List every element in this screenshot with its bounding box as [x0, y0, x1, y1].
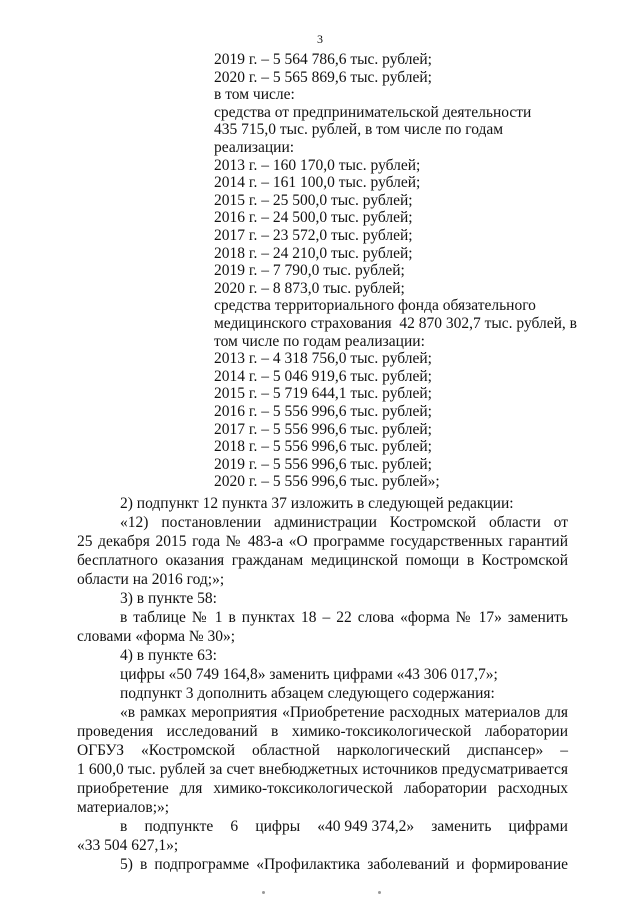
scan-speck [262, 891, 265, 894]
list-line: средства территориального фонда обязательного [214, 297, 536, 315]
resolution-line-3: бесплатного оказания гражданам медицинской помощи в Костромской [77, 552, 568, 569]
subpoint-6-line-1 [120, 817, 568, 836]
page-number: 3 [317, 32, 323, 46]
sub6-word: заменить [431, 818, 492, 835]
digits-replacement: цифры «50 749 164,8» заменить цифрами «43 306 017,7»; [120, 666, 498, 683]
list-line: 2019 г. – 5 556 996,6 тыс. рублей; [214, 455, 432, 473]
paragraph-item-63: 4) в пункте 63: [120, 647, 217, 664]
scan-speck [378, 891, 381, 894]
sub6-word: 6 [230, 818, 239, 835]
table-change-line-2: словами «форма № 30»; [77, 628, 236, 645]
measure-line-4: 1 600,0 тыс. рублей за счет внебюджетных источников предусматривается [77, 761, 568, 778]
list-line: средства от предпринимательской деятельности [214, 103, 532, 121]
list-line: 2014 г. – 5 046 919,6 тыс. рублей; [214, 367, 432, 385]
measure-line-6: материалов;»; [77, 799, 170, 816]
list-line: 2020 г. – 5 556 996,6 тыс. рублей»; [214, 473, 440, 491]
list-line: 2019 г. – 7 790,0 тыс. рублей; [214, 262, 405, 280]
list-line: медицинского страхования 42 870 302,7 тыс. рублей, в [214, 315, 578, 332]
list-line: в том числе: [214, 86, 295, 104]
paragraph-add-abstract: подпункт 3 дополнить абзацем следующего содержания: [120, 685, 495, 702]
list-line: 2017 г. – 23 572,0 тыс. рублей; [214, 227, 413, 244]
resolution-line-2: 25 декабря 2015 года № 483-а «О программе государственных гарантий [77, 533, 568, 550]
list-line: 2015 г. – 5 719 644,1 тыс. рублей; [214, 385, 432, 403]
list-line: реализации: [214, 139, 295, 156]
measure-line-3: ОГБУЗ «Костромской областной наркологический диспансер» – [77, 742, 568, 759]
paragraph-subpoint-12: 2) подпункт 12 пункта 37 изложить в следующей редакции: [120, 495, 514, 512]
sub6-word: «40 949 374,2» [317, 818, 415, 835]
resolution-first-line: «12) постановлении администрации Костромской области от [120, 514, 568, 531]
paragraph-item-58: 3) в пункте 58: [120, 590, 217, 607]
list-line: том числе по годам реализации: [214, 332, 425, 350]
list-line: 2020 г. – 8 873,0 тыс. рублей; [214, 279, 405, 297]
measure-line-5: приобретение для химико-токсикологической лаборатории расходных [77, 780, 568, 797]
sub6-word: в [120, 818, 128, 835]
subprogram-line: 5) в подпрограмме «Профилактика заболеваний и формирование [120, 856, 568, 873]
sub6-word: цифрами [508, 818, 568, 835]
list-line: 2013 г. – 4 318 756,0 тыс. рублей; [214, 350, 432, 368]
resolution-line-4: области на 2016 год;»; [77, 571, 225, 588]
list-line: 2017 г. – 5 556 996,6 тыс. рублей; [214, 420, 432, 438]
list-line: 2019 г. – 5 564 786,6 тыс. рублей; [214, 51, 432, 68]
list-line: 2018 г. – 5 556 996,6 тыс. рублей; [214, 438, 432, 456]
list-line: 2015 г. – 25 500,0 тыс. рублей; [214, 191, 413, 209]
table-change-line-1: в таблице № 1 в пунктах 18 – 22 слова «форма № 17» заменить [120, 609, 568, 626]
list-line: 2016 г. – 5 556 996,6 тыс. рублей; [214, 403, 432, 420]
subpoint-6-line-2: «33 504 627,1»; [77, 837, 179, 854]
list-line: 2018 г. – 24 210,0 тыс. рублей; [214, 244, 413, 262]
measure-line-1: «в рамках мероприятия «Приобретение расходных материалов для [120, 704, 568, 721]
sub6-word: цифры [255, 818, 301, 835]
measure-line-2: проведения исследований в химико-токсикологической лаборатории [77, 723, 568, 740]
list-line: 2013 г. – 160 170,0 тыс. рублей; [214, 156, 421, 174]
list-line: 2014 г. – 161 100,0 тыс. рублей; [214, 174, 421, 192]
list-line: 435 715,0 тыс. рублей, в том числе по годам [214, 121, 504, 139]
sub6-word: подпункте [144, 818, 214, 835]
list-line: 2020 г. – 5 565 869,6 тыс. рублей; [214, 68, 432, 86]
list-line: 2016 г. – 24 500,0 тыс. рублей; [214, 209, 413, 227]
